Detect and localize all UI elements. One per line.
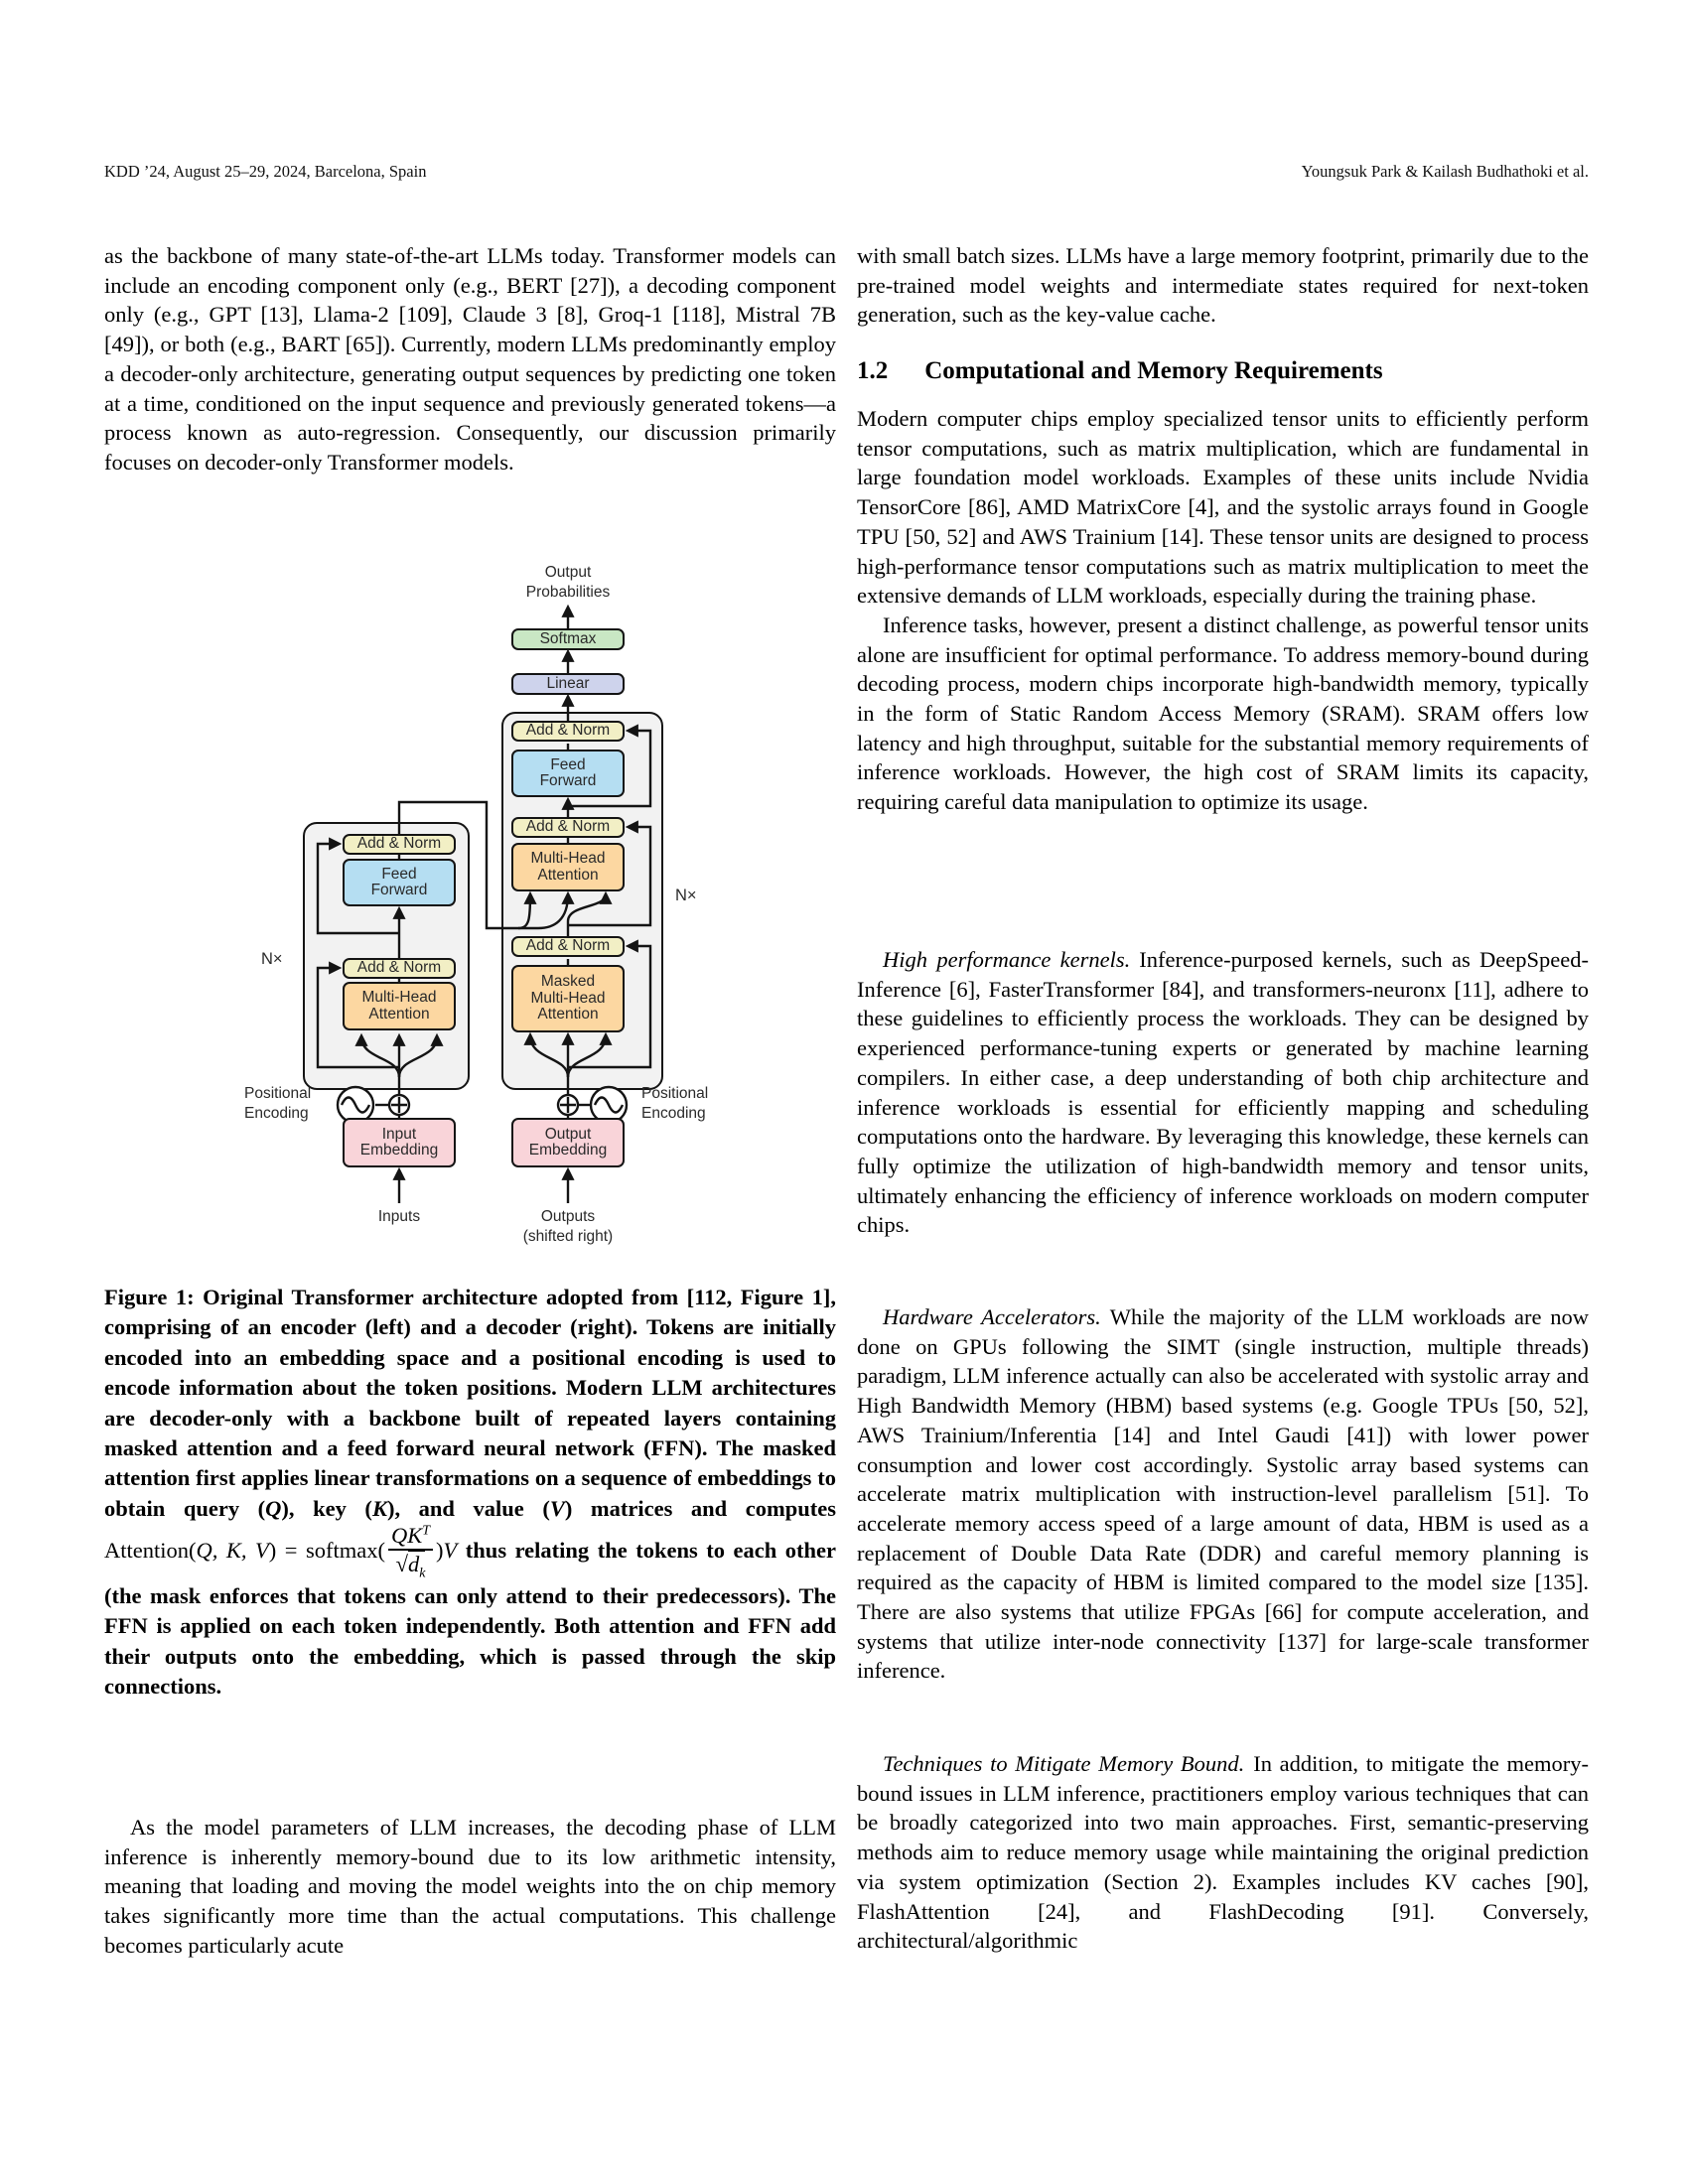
running-header-left: KDD ’24, August 25–29, 2024, Barcelona, Spain	[104, 162, 427, 181]
decoder-multi-head-attention-box	[511, 843, 625, 891]
section-number: 1.2	[857, 357, 889, 384]
paragraph-body: In addition, to mitigate the memory-bound issues in LLM inference, practitioners employ various techniques that can be broadly categorized into two main approaches. First, semantic-preserving methods aim to reduce memory usage while maintaining the original prediction via system optimization (Section 2). Examples includes KV caches [90], FlashAttention [24], and FlashDecoding [91]. Conversely, architectural/algorithmic	[857, 1751, 1589, 1954]
add-norm-label: Add & Norm	[356, 835, 442, 853]
paragraph-inference-tasks: Inference tasks, however, present a distinct challenge, as powerful tensor units alone are insufficient for optimal performance. To address memory-bound during decoding process, modern chips incorporate high-bandwidth memory, typically in the form of Static Random Access Memory (SRAM). SRAM offers low latency and high throughput, suitable for the substantial memory requirements of inference workloads. However, the high cost of SRAM limits its capacity, requiring careful data manipulation to optimize its usage.	[857, 612, 1589, 815]
paragraph-hardware-accelerators	[857, 1302, 1589, 1686]
add-norm-label: Add & Norm	[525, 937, 611, 955]
figure-1-transformer-diagram	[238, 556, 735, 1261]
paragraph-tensor-units: Modern computer chips employ specialized tensor units to efficiently perform tensor computations, such as matrix multiplication, which are fundamental in large foundation model workloads. Examples of these units include Nvidia TensorCore [86], AMD MatrixCore [4], and the systolic arrays found in Google TPU [50, 52] and AWS Trainium [14]. These tensor units are designed to process high-performance tensor computations such as matrix multiplication to meet the extensive demands of LLM workloads, especially during the training phase.	[857, 406, 1589, 609]
right-column-paragraph-1: with small batch sizes. LLMs have a large memory footprint, primarily due to the pre-trained model weights and intermediate states required for next-token generation, such as the key-value cache.	[857, 243, 1589, 328]
feed-forward-label: Feed Forward	[370, 865, 428, 898]
outputs-label: Outputs (shifted right)	[522, 1208, 614, 1245]
paragraph-body: Inference-purposed kernels, such as DeepSpeed-Inference [6], FasterTransformer [84], and transformers-neuronx [11], adhere to these guidelines to efficiently process the workloads. They can be designed by experienced performance-tuning experts or generated by machine learning compilers. In either case, a deep understanding of both chip architecture and inference workloads is essential for efficiently mapping and scheduling computations onto the hardware. By leveraging this knowledge, these kernels can fully optimize the utilization of high-bandwidth memory and tensor units, ultimately enhancing the efficiency of inference workloads on modern computer chips.	[857, 947, 1589, 1238]
encoder-add-norm-1-box	[343, 834, 456, 855]
caption-var-q: Q	[265, 1495, 282, 1521]
caption-var-k: K	[371, 1495, 387, 1521]
caption-text-end: thus relating the tokens to each other (the mask enforces that tokens can only attend to their predecessors). The FFN is applied on each token independently. Both attention and FFN add their outputs onto the embedding, which is passed through the skip connections.	[104, 1538, 836, 1700]
paragraph-head: Hardware Accelerators.	[883, 1304, 1101, 1329]
encoder-feed-forward-box	[343, 859, 456, 906]
decoder-feed-forward-box	[511, 750, 625, 797]
add-norm-label: Add & Norm	[356, 959, 442, 977]
positional-encoding-label-left: Positional Encoding	[244, 1085, 312, 1122]
multi-head-attention-label: Multi-Head Attention	[530, 850, 606, 884]
add-norm-label: Add & Norm	[525, 818, 611, 836]
paragraph-techniques-memory-bound	[857, 1749, 1589, 1956]
nx-label-right: N×	[675, 887, 697, 904]
paragraph-head: High performance kernels.	[883, 947, 1131, 972]
decoder-add-norm-2-box	[511, 817, 625, 838]
diagram-arrows	[238, 556, 735, 1261]
output-probabilities-label	[489, 563, 647, 603]
output-probabilities-line1: Output	[544, 564, 592, 581]
encoder-multi-head-attention-box	[343, 982, 456, 1030]
figure-caption: Figure 1: Original Transformer architecture adopted from [112, Figure 1], comprising of an encoder (left) and a decoder (right). Tokens are initially encoded into an embedding space and a positional encoding is used to encode information about the token positions. Modern LLM architectures are decoder-only with a backbone built of repeated layers containing masked attention and a feed forward neural network (FFN). The masked attention first applies linear transformations on a sequence of embeddings to obtain query (Q), key (K), and value (V) matrices and computes Attention(Q, K, V) = softmax( $\frac{QK^T}{√d_k}$ )V thus relating the tokens to each other (the mask enforces that tokens can only attend to their predecessors). The FFN is applied on each token independently. Both attention and FFN add their outputs onto the embedding, which is passed through the skip connections.	[104, 1285, 837, 1700]
masked-multi-head-attention-box	[511, 965, 625, 1032]
attention-formula: Attention(Q, K, V) = softmax( $\frac{QK^T}{√d_k}$ )V	[104, 1523, 458, 1581]
encoder-add-norm-2-box	[343, 958, 456, 979]
decoder-add-norm-1-box	[511, 721, 625, 742]
left-column-paragraph-1: as the backbone of many state-of-the-art LLMs today. Transformer models can include an encoding component only (e.g., BERT [27]), a decoding component only (e.g., GPT [13], Llama-2 [109], Claude 3 [8], Groq-1 [118], Mistral 7B [49]), or both (e.g., BART [65]). Currently, modern LLMs predominantly employ a decoder-only architecture, generating output sequences by predicting one token at a time, conditioned on the input sequence and previously generated tokens—a process known as auto-regression. Consequently, our discussion primarily focuses on decoder-only Transformer models.	[104, 243, 836, 475]
paragraph-head: Techniques to Mitigate Memory Bound.	[883, 1751, 1245, 1776]
softmax-box	[511, 628, 625, 650]
linear-label: Linear	[546, 674, 590, 692]
inputs-label: Inputs	[377, 1208, 421, 1225]
running-header-right: Youngsuk Park & Kailash Budhathoki et al.	[1301, 162, 1589, 181]
section-heading-1-2	[857, 357, 1383, 385]
multi-head-attention-label: Multi-Head Attention	[361, 989, 437, 1023]
input-embedding-box	[343, 1118, 456, 1167]
section-title: Computational and Memory Requirements	[924, 357, 1383, 384]
positional-encoding-label-right: Positional Encoding	[641, 1085, 709, 1122]
right-column-body	[857, 404, 1589, 817]
caption-text: Figure 1: Original Transformer architecture adopted from [112, Figure 1], comprising of an encoder (left) and a decoder (right). Tokens are initially encoded into an embedding space and a positional encoding is used to encode information about the token positions. Modern LLM architectures are decoder-only with a backbone built of repeated layers containing masked attention and a feed forward neural network (FFN). The masked attention first applies linear transformations on a sequence of embeddings to obtain query (	[104, 1285, 836, 1521]
masked-multi-head-attention-label: Masked Multi-Head Attention	[530, 973, 606, 1024]
output-embedding-label: Output Embedding	[528, 1125, 608, 1159]
decoder-add-norm-3-box	[511, 936, 625, 957]
formula-fraction: $\frac{QK^T}{√d_k}$	[388, 1524, 433, 1581]
softmax-label: Softmax	[539, 629, 597, 647]
left-column-paragraph-2: As the model parameters of LLM increases, the decoding phase of LLM inference is inherently memory-bound due to its low arithmetic intensity, meaning that loading and moving the model weights into the on chip memory takes significantly more time than the actual computations. This challenge becomes particularly acute	[104, 1815, 836, 1958]
output-embedding-box	[511, 1118, 625, 1167]
nx-label-left: N×	[261, 950, 283, 968]
paragraph-body: While the majority of the LLM workloads are now done on GPUs following the SIMT (single instruction, multiple threads) paradigm, LLM inference actually can also be accelerated with systolic array and High Bandwidth Memory (HBM) based systems (e.g. Google TPUs [50, 52], AWS Trainium/Inferentia [14] and Intel Gaudi [41]) with lower power consumption and lower cost accordingly. Systolic array based systems can accelerate matrix multiplication with instruction-level parallelism [51]. To accelerate memory access speed of a large amount of data, HBM is used as a replacement of Double Data Rate (DDR) and careful memory planning is required as the capacity of HBM is limited compared to the model size [135]. There are also systems that utilize FPGAs [66] for compute acceleration, and systems that utilize inter-node connectivity [137] for large-scale transformer inference.	[857, 1304, 1589, 1684]
add-norm-label: Add & Norm	[525, 722, 611, 740]
caption-var-v: V	[549, 1495, 565, 1521]
paragraph-high-performance-kernels	[857, 945, 1589, 1240]
linear-box	[511, 673, 625, 695]
output-probabilities-line2: Probabilities	[525, 584, 611, 601]
feed-forward-label: Feed Forward	[539, 755, 597, 789]
input-embedding-label: Input Embedding	[359, 1125, 439, 1159]
